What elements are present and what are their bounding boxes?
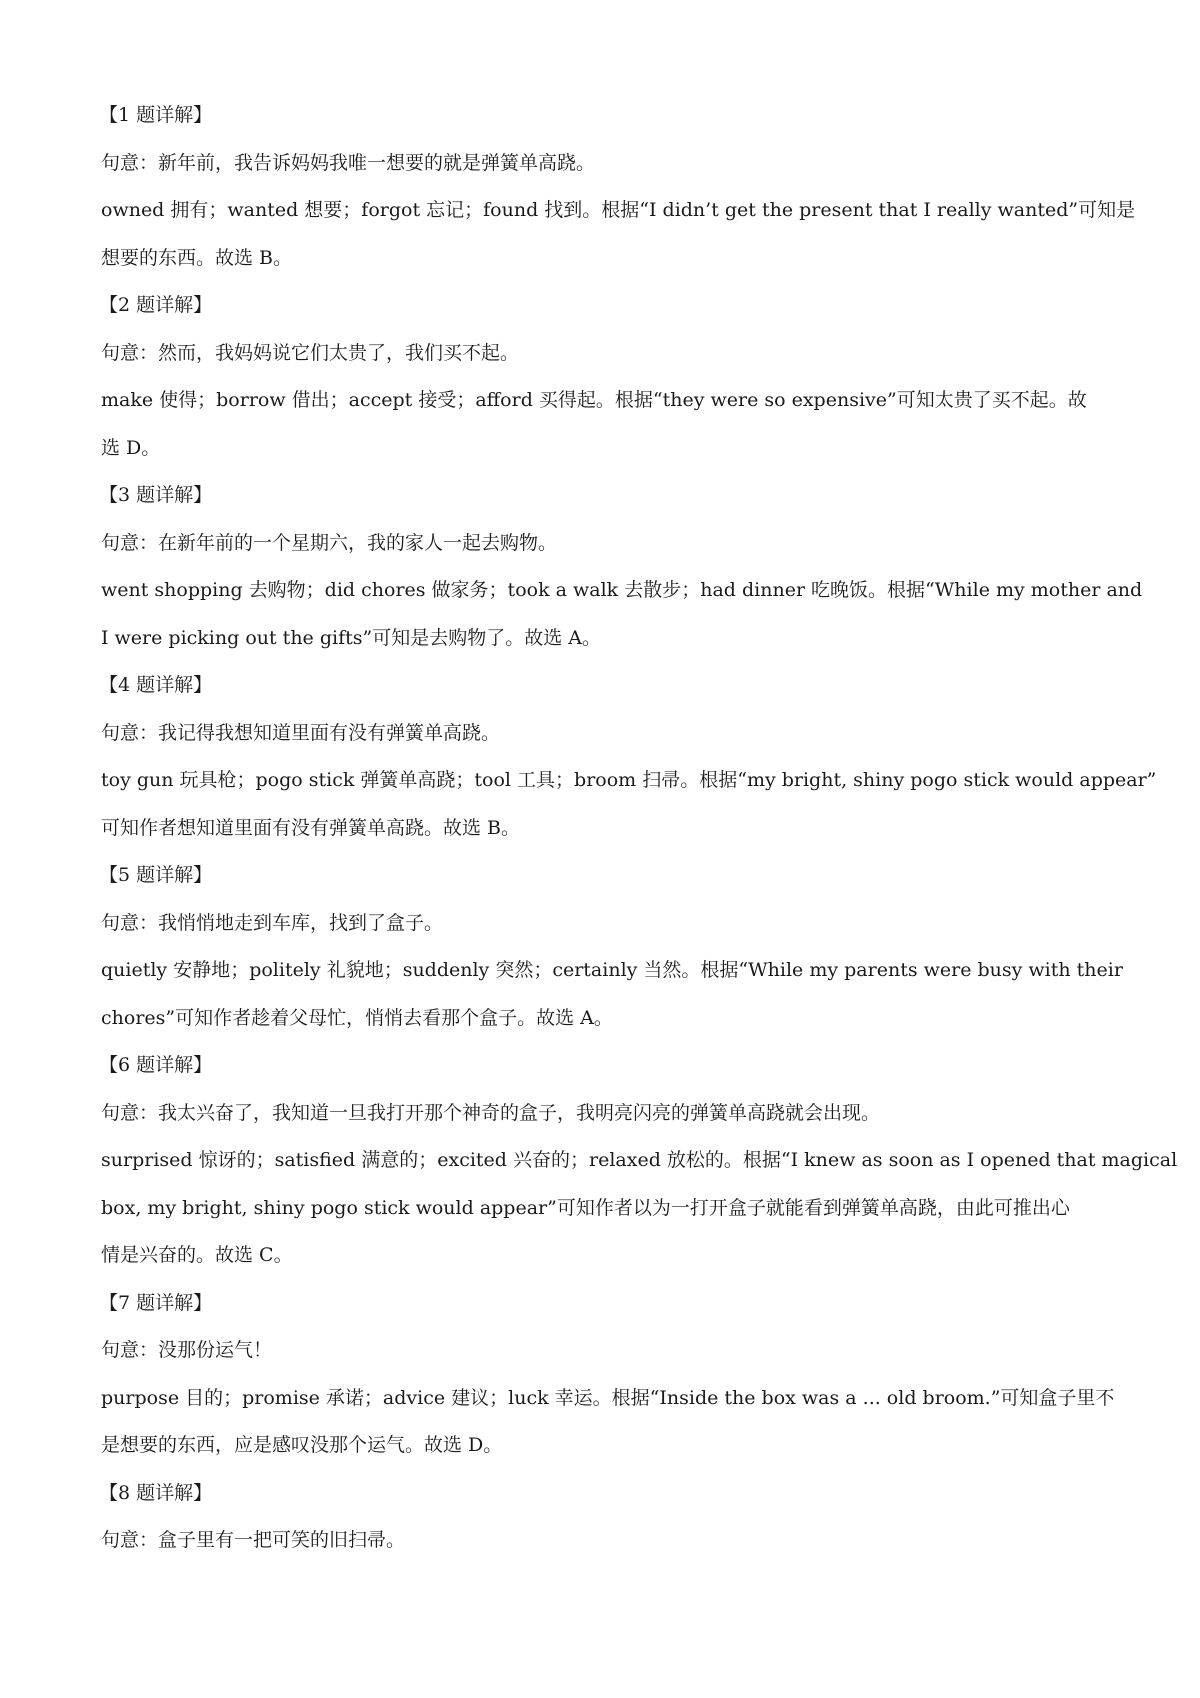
explanation-7-line-2: 是想要的东西，应是感叹没那个运气。故选 D。	[101, 1434, 503, 1456]
explanation-5-line-2: chores”可知作者趁着父母忙，悄悄去看那个盒子。故选 A。	[101, 1006, 613, 1029]
explanation-4-line-1: toy gun 玩具枪；pogo stick 弹簧单高跷；tool 工具；broom 扫帚。根据“my bright, shiny pogo stick would appear”	[101, 769, 1157, 791]
explanation-7-line-1: purpose 目的；promise 承诺；advice 建议；luck 幸运。根据“Inside the box was a ... old broom.”可知盒子里不	[101, 1386, 1115, 1409]
question-heading-2: 【2 题详解】	[99, 294, 213, 316]
explanation-6-line-3: 情是兴奋的。故选 C。	[101, 1244, 293, 1266]
question-heading-4: 【4 题详解】	[99, 674, 213, 696]
explanation-4-line-2: 可知作者想知道里面有没有弹簧单高跷。故选 B。	[101, 816, 521, 839]
question-heading-1: 【1 题详解】	[99, 104, 213, 126]
sentence-meaning-8: 句意：盒子里有一把可笑的旧扫帚。	[101, 1529, 406, 1551]
sentence-meaning-7: 句意：没那份运气！	[101, 1339, 273, 1361]
question-heading-6: 【6 题详解】	[99, 1054, 213, 1076]
sentence-meaning-6: 句意：我太兴奋了，我知道一旦我打开那个神奇的盒子，我明亮闪亮的弹簧单高跷就会出现。	[101, 1101, 881, 1124]
page-bottom-margin	[0, 1560, 1200, 1698]
question-heading-7: 【7 题详解】	[99, 1291, 213, 1314]
explanation-2-line-1: make 使得；borrow 借出；accept 接受；afford 买得起。根据“they were so expensive”可知太贵了买不起。故	[101, 389, 1087, 411]
explanation-3-line-2: I were picking out the gifts”可知是去购物了。故选 A。	[101, 626, 601, 649]
sentence-meaning-3: 句意：在新年前的一个星期六，我的家人一起去购物。	[101, 531, 558, 554]
explanation-1-line-1: owned 拥有；wanted 想要；forgot 忘记；found 找到。根据“I didn’t get the present that I really wanted”可知是	[101, 199, 1136, 221]
question-heading-8: 【8 题详解】	[99, 1481, 213, 1504]
explanation-6-line-2: box, my bright, shiny pogo stick would appear”可知作者以为一打开盒子就能看到弹簧单高跷，由此可推出心	[101, 1196, 1070, 1219]
explanation-5-line-1: quietly 安静地；politely 礼貌地；suddenly 突然；certainly 当然。根据“While my parents were busy with their	[101, 959, 1123, 981]
question-heading-5: 【5 题详解】	[99, 864, 213, 886]
explanation-6-line-1: surprised 惊讶的；satisfied 满意的；excited 兴奋的；relaxed 放松的。根据“I knew as soon as I opened that magical	[101, 1149, 1178, 1171]
sentence-meaning-1: 句意：新年前，我告诉妈妈我唯一想要的就是弹簧单高跷。	[101, 151, 596, 174]
sentence-meaning-4: 句意：我记得我想知道里面有没有弹簧单高跷。	[101, 721, 501, 744]
explanation-3-line-1: went shopping 去购物；did chores 做家务；took a walk 去散步；had dinner 吃晚饭。根据“While my mother and	[101, 579, 1143, 601]
document-body	[99, 92, 1178, 1565]
question-heading-3: 【3 题详解】	[99, 484, 213, 506]
sentence-meaning-5: 句意：我悄悄地走到车库，找到了盒子。	[101, 911, 444, 934]
explanation-2-line-2: 选 D。	[101, 436, 161, 459]
explanation-1-line-2: 想要的东西。故选 B。	[101, 246, 293, 269]
sentence-meaning-2: 句意：然而，我妈妈说它们太贵了，我们买不起。	[101, 341, 520, 364]
